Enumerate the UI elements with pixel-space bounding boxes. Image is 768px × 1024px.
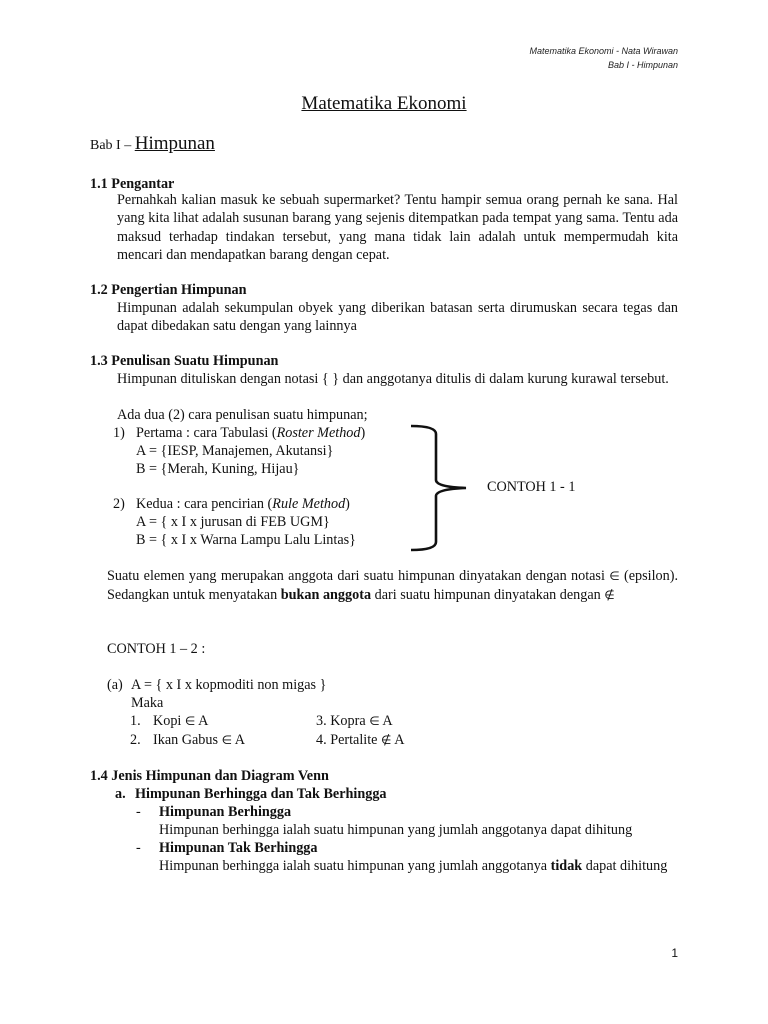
running-header-line1: Matematika Ekonomi - Nata Wirawan <box>529 46 678 56</box>
element-of-icon: ∈ <box>609 569 620 583</box>
himpunan-tak-berhingga-heading: Himpunan Tak Berhingga <box>159 840 318 856</box>
bullet-dash: - <box>136 840 141 856</box>
himpunan-tak-berhingga-text: Himpunan berhingga ialah suatu himpunan yang jumlah anggotanya tidak dapat dihitung <box>159 858 668 874</box>
himpunan-berhingga-text: Himpunan berhingga ialah suatu himpunan yang jumlah anggotanya dapat dihitung <box>159 822 633 838</box>
chapter-heading <box>90 133 215 155</box>
section-1-2-heading: 1.2 Pengertian Himpunan <box>90 282 247 298</box>
himpunan-berhingga-heading: Himpunan Berhingga <box>159 804 292 820</box>
list-number: 1) <box>113 425 125 441</box>
section-1-2-text: Himpunan adalah sekumpulan obyek yang diberikan batasan serta dirumuskan secara tegas dan dapat dibedakan satu dengan yang lainnya <box>117 300 678 335</box>
chapter-name: Himpunan <box>134 133 215 154</box>
method-tabulasi: Pertama : cara Tabulasi (Roster Method) <box>136 425 366 441</box>
example-a-label: (a) <box>107 677 123 693</box>
chapter-prefix: Bab I – <box>90 138 135 153</box>
section-1-3-text: Himpunan dituliskan dengan notasi { } dan anggotanya ditulis di dalam kurung kurawal tersebut. <box>117 371 669 387</box>
contoh-1-2-label: CONTOH 1 – 2 : <box>107 641 206 657</box>
running-header-line2: Bab I - Himpunan <box>607 60 678 70</box>
bullet-dash: - <box>136 804 141 820</box>
example-ikan-gabus: Ikan Gabus ∈ A <box>153 732 246 748</box>
element-notation-paragraph: Suatu elemen yang merupakan anggota dari suatu himpunan dinyatakan dengan notasi ∈ (epsilon). Sedangkan untuk menyatakan bukan anggota dari suatu himpunan dinyatakan dengan ∉ <box>107 568 678 604</box>
example-set-a-pencirian: A = { x I x jurusan di FEB UGM} <box>136 514 330 530</box>
list-number: 2) <box>113 496 125 512</box>
example-set-a-tabulasi: A = {IESP, Manajemen, Akutansi} <box>136 443 334 459</box>
element-of-icon: ∈ <box>221 733 233 747</box>
element-of-icon: ∈ <box>184 714 196 728</box>
document-title: Matematika Ekonomi <box>301 93 467 114</box>
element-of-icon: ∈ <box>369 714 380 728</box>
section-1-3-intro: Ada dua (2) cara penulisan suatu himpunan; <box>117 407 368 423</box>
method-pencirian: Kedua : cara pencirian (Rule Method) <box>136 496 350 512</box>
subsection-label: a. <box>115 786 126 802</box>
subsection-heading: Himpunan Berhingga dan Tak Berhingga <box>135 786 387 802</box>
section-1-3-heading: 1.3 Penulisan Suatu Himpunan <box>90 353 279 369</box>
section-1-4-heading: 1.4 Jenis Himpunan dan Diagram Venn <box>90 768 329 784</box>
contoh-1-1-label: CONTOH 1 - 1 <box>487 479 576 495</box>
page-number: 1 <box>671 946 678 960</box>
maka-label: Maka <box>131 695 164 711</box>
list-number: 2. <box>130 732 141 748</box>
list-number: 1. <box>130 713 141 729</box>
example-set-b-tabulasi: B = {Merah, Kuning, Hijau} <box>136 461 300 477</box>
not-element-of-icon: ∉ <box>381 733 392 747</box>
example-kopra: 3. Kopra ∈ A <box>316 713 393 729</box>
example-pertalite: 4. Pertalite ∉ A <box>316 732 405 748</box>
section-1-1-text: Pernahkah kalian masuk ke sebuah supermarket? Tentu hampir semua orang pernah ke sana. Hal yang kita lihat adalah susunan barang yang sejenis ditempatkan pada tempat yang sama. Tentu ada maksud terhadap tindakan tersebut, yang mana tidak lain adalah untuk mempermudah kita mencari dan mendapatkan barang dengan cepat. <box>117 192 678 264</box>
example-a-set: A = { x I x kopmoditi non migas } <box>131 677 327 693</box>
running-header <box>530 44 678 72</box>
example-set-b-pencirian: B = { x I x Warna Lampu Lalu Lintas} <box>136 532 356 548</box>
not-element-of-icon: ∉ <box>604 588 615 603</box>
curly-brace-graphic <box>410 424 470 552</box>
example-kopi: Kopi ∈ A <box>153 713 209 729</box>
section-1-1-heading: 1.1 Pengantar <box>90 176 175 192</box>
